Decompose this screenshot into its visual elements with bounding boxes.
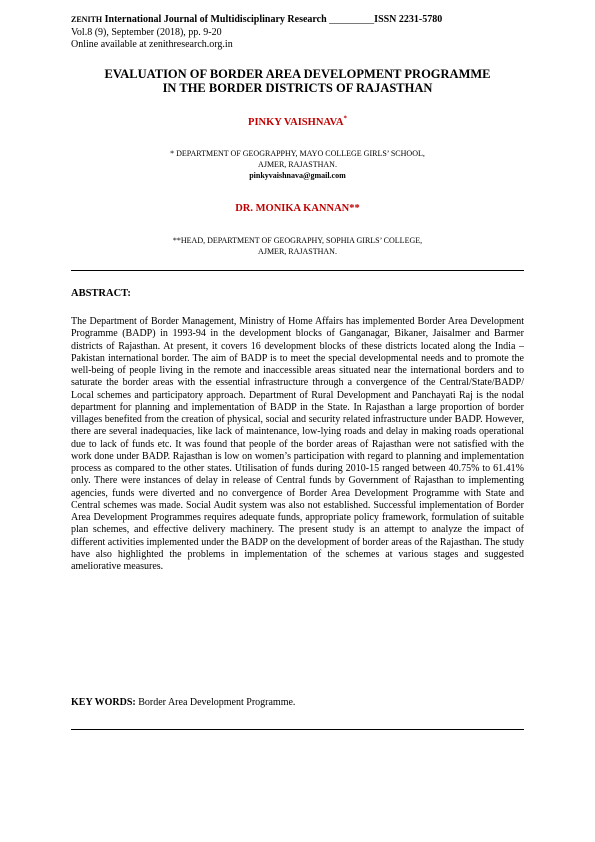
author-2: [0, 203, 595, 214]
top-divider: [71, 270, 524, 271]
abstract-heading: ABSTRACT:: [71, 288, 131, 299]
author-1-affiliation-line-2: AJMER, RAJASTHAN.: [258, 160, 337, 169]
author-1-name: PINKY VAISHNAVA: [248, 117, 344, 128]
issn-blank: _________: [329, 14, 375, 25]
author-1-affiliation-line-1: * DEPARTMENT OF GEOGRAPPHY, MAYO COLLEGE GIRLS’ SCHOOL,: [170, 149, 425, 158]
keywords: [71, 697, 524, 708]
author-1: [0, 114, 595, 128]
journal-prefix: ZENITH: [71, 15, 103, 24]
paper-title-line-2: IN THE BORDER DISTRICTS OF RAJASTHAN: [162, 81, 433, 95]
keywords-text: Border Area Development Programme.: [138, 697, 296, 708]
journal-name: International Journal of Multidisciplinary Research: [104, 14, 327, 25]
paper-title: [60, 67, 535, 95]
paper-title-line-1: EVALUATION OF BORDER AREA DEVELOPMENT PROGRAMME: [104, 67, 491, 81]
author-1-email[interactable]: pinkyvaishnava@gmail.com: [249, 171, 346, 180]
author-1-marker: *: [343, 114, 347, 123]
author-2-affiliation-line-1: **HEAD, DEPARTMENT OF GEOGRAPHY, SOPHIA GIRLS’ COLLEGE,: [172, 236, 423, 245]
volume-line: Vol.8 (9), September (2018), pp. 9-20: [71, 27, 222, 38]
availability-line: Online available at zenithresearch.org.in: [71, 39, 233, 50]
author-1-affiliation: [0, 148, 595, 181]
keywords-label: KEY WORDS:: [71, 697, 136, 708]
journal-header-line: [71, 14, 442, 26]
author-2-affiliation-line-2: AJMER, RAJASTHAN.: [258, 247, 337, 256]
author-2-name: DR. MONIKA KANNAN**: [235, 203, 360, 214]
author-2-affiliation: [0, 235, 595, 257]
bottom-divider: [71, 729, 524, 730]
issn: ISSN 2231-5780: [374, 14, 443, 25]
abstract-body: The Department of Border Management, Ministry of Home Affairs has implemented Border Area Development Programme (BADP) in 1993-94 in the development blocks of Ganganagar, Bikaner, Jaisalmer and Barmer districts of Rajasthan. At present, it covers 16 development blocks of these districts located along the India –Pakistan international border. The aim of BADP is to meet the special developmental needs and to promote the well-being of people living in the remote and inaccessible areas situated near the international borders and to saturate the border areas with the essential infrastructure through a convergence of the Central/State/BADP/ Local schemes and participatory approach. Department of Rural Development and Panchayati Raj is the nodal department for planning and implementation of BADP in the State. In Rajasthan a large proportion of border villages benefited from the creation of physical, social and security related infrastructure under BADP. However, there are several inadequacies, like lack of maintenance, low-lying roads and delay in making roads operational due to lack of funds etc. It was found that people of the border areas of Rajasthan were not satisfied with the work done under BADP. Rajasthan is low on women’s participation with regard to planning and implementation process as compared to the other states. Utilisation of funds during 2010-15 ranged between 40.75% to 61.41% only. There were instances of delay in release of Central funds by Government of Rajasthan to implementing agencies, funds were diverted and no convergence of Border Area Development Programme with State and Central schemes was made. Social Audit system was also not established. Successful implementation of Border Area Development Programmes requires adequate funds, appropriate policy framework, formulation of suitable plan schemes, and effective delivery machinery. The present study is an attempt to analyze the impact of different activities implemented under the BADP on the development of border areas of the Rajasthan. The study have also highlighted the problems in implementation of the schemes at various stages and suggested ameliorative measures.: [71, 316, 524, 572]
